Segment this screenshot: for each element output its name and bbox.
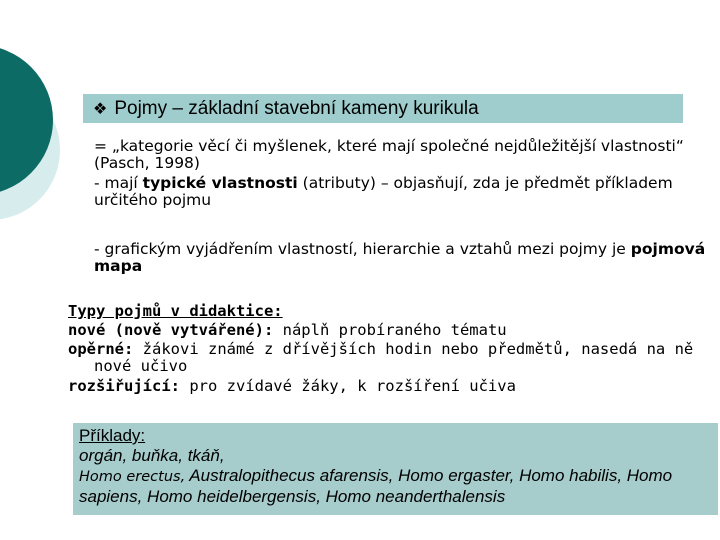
type-ext-label: rozšiřující: — [68, 377, 180, 395]
concept-map-block — [94, 241, 714, 275]
decorative-circles — [0, 0, 90, 300]
page-title: Pojmy – základní stavební kameny kurikula — [114, 97, 479, 119]
type-ext-text: pro zvídavé žáky, k rozšíření učiva — [179, 377, 516, 395]
type-new-text: náplň probíraného tématu — [273, 321, 507, 339]
examples-rest: Australopithecus afarensis, Homo ergaster, Homo habilis, Homo sapiens, Homo heidelbergensis, Homo neanderthalensis — [79, 466, 673, 506]
type-base-text: žákovi známé z dřívějších hodin nebo předmětů, nasedá na ně nové učivo — [94, 340, 694, 375]
definition-block — [94, 138, 719, 212]
definition-text: = „kategorie věcí či myšlenek, které mají společné nejdůležitější vlastnosti“ (Pasch, 1998) — [94, 137, 684, 172]
examples-erectus: Homo erectus, — [79, 469, 186, 485]
attributes-bold: typické vlastnosti — [142, 174, 298, 192]
examples-heading: Příklady: — [79, 426, 146, 445]
type-base — [68, 341, 718, 375]
map-bold: pojmová mapa — [94, 240, 706, 275]
types-heading: Typy pojmů v didaktice: — [68, 302, 283, 320]
examples-line1: orgán, buňka, tkáň, — [79, 446, 225, 465]
definition-attributes — [94, 175, 719, 209]
diamond-bullet-icon: ❖ — [93, 99, 108, 118]
examples-box — [73, 423, 718, 515]
types-heading-line — [68, 303, 718, 320]
definition-quote — [94, 138, 719, 172]
type-new — [68, 322, 718, 339]
map-text: - grafickým vyjádřením vlastností, hierarchie a vztahů mezi pojmy je — [94, 240, 631, 258]
title-bar — [83, 94, 683, 123]
type-base-label: opěrné: — [68, 340, 134, 358]
attributes-text-a: - mají — [94, 174, 143, 192]
attributes-text-b: (atributy) – objasňují, zda je předmět příkladem určitého pojmu — [94, 174, 673, 209]
type-new-label: nové (nově vytvářené): — [68, 321, 274, 339]
concept-types — [68, 303, 718, 401]
type-ext — [68, 378, 718, 395]
examples-species — [79, 466, 712, 507]
